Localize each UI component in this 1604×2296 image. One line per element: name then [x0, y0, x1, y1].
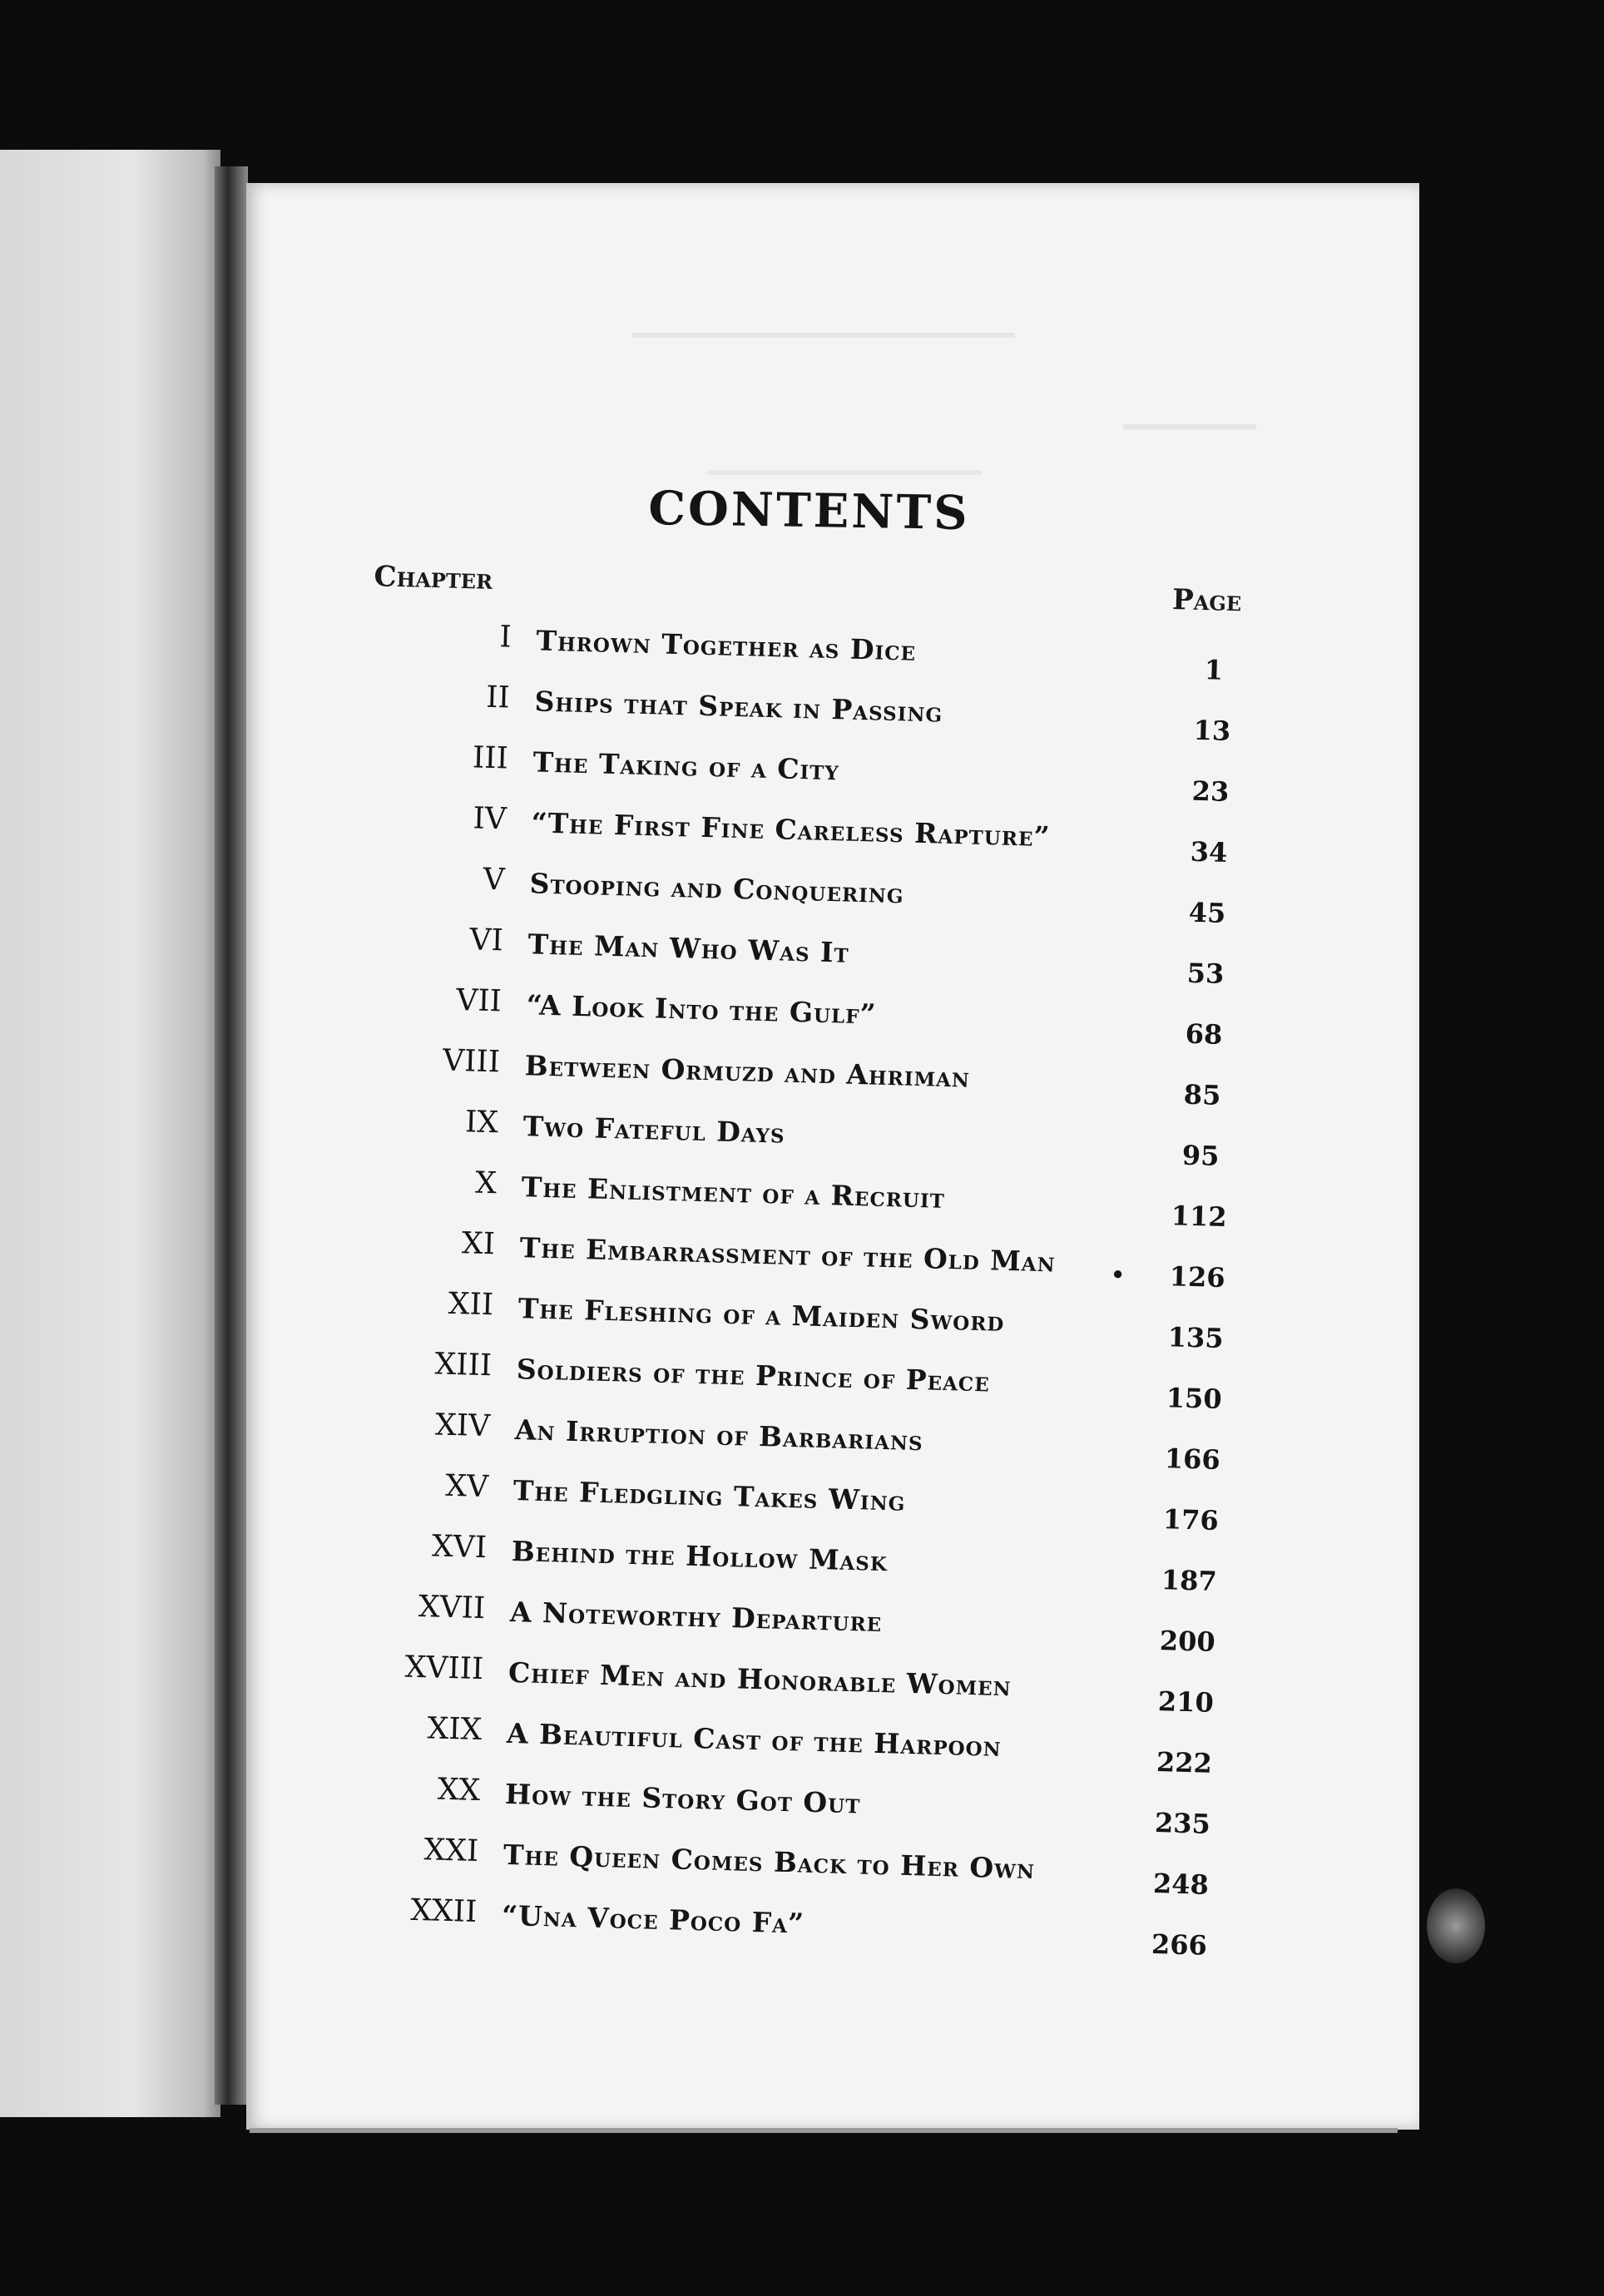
light-glare [1427, 1888, 1485, 1963]
chapter-column-heading: Chapter [374, 560, 493, 596]
page-number: 68 [1185, 1017, 1223, 1051]
chapter-numeral: I [498, 620, 512, 655]
chapter-numeral: V [483, 862, 506, 898]
chapter-numeral: XVI [431, 1529, 488, 1566]
page-number: 45 [1188, 896, 1226, 929]
page-number: 85 [1183, 1078, 1221, 1111]
chapter-numeral: III [472, 740, 509, 776]
page-number: 13 [1193, 714, 1231, 747]
chapter-numeral: X [474, 1165, 498, 1201]
page-number: 235 [1154, 1807, 1211, 1840]
chapter-title: The Fledgling Takes Wing [512, 1474, 906, 1517]
chapter-title: The Queen Comes Back to Her Own [502, 1838, 1036, 1886]
chapter-numeral: XI [461, 1226, 496, 1262]
page-number: 53 [1186, 957, 1225, 990]
chapter-title: The Enlistment of a Recruit [521, 1170, 946, 1215]
chapter-numeral: XIII [434, 1347, 493, 1383]
chapter-title: “The First Fine Careless Rapture” [531, 806, 1052, 854]
chapter-title: The Embarrassment of the Old Man [519, 1231, 1057, 1279]
chapter-title: The Taking of a City [532, 745, 840, 787]
chapter-title: A Noteworthy Departure [509, 1595, 883, 1639]
chapter-numeral: VIII [442, 1043, 501, 1080]
chapter-title: Soldiers of the Prince of Peace [516, 1353, 991, 1398]
chapter-numeral: XVII [418, 1589, 486, 1626]
page-number: 210 [1157, 1685, 1215, 1719]
page-number: 150 [1166, 1382, 1223, 1416]
page-number: 166 [1164, 1442, 1221, 1476]
page-number: 126 [1169, 1260, 1226, 1294]
page-number: 176 [1162, 1503, 1220, 1536]
chapter-numeral: XXI [423, 1833, 479, 1869]
chapter-numeral: VI [469, 923, 504, 958]
page-number: 135 [1167, 1321, 1225, 1355]
chapter-title: The Man Who Was It [527, 928, 850, 969]
chapter-title: An Irruption of Barbarians [514, 1413, 924, 1457]
chapter-title: Ships that Speak in Passing [534, 685, 943, 729]
chapter-title: Chief Men and Honorable Women [507, 1655, 1012, 1703]
chapter-title: The Fleshing of a Maiden Sword [517, 1292, 1005, 1338]
page-number: 200 [1159, 1625, 1216, 1658]
page-number: 222 [1156, 1746, 1213, 1779]
chapter-numeral: XXII [409, 1893, 478, 1930]
chapter-title: “A Look Into the Gulf” [526, 988, 878, 1031]
page-title: CONTENTS [647, 481, 971, 542]
chapter-title: A Beautiful Cast of the Harpoon [506, 1716, 1002, 1763]
page-number: 112 [1171, 1200, 1228, 1234]
chapter-title: Two Fateful Days [522, 1110, 786, 1150]
page-number: 95 [1181, 1139, 1220, 1172]
chapter-numeral: XVIII [404, 1650, 484, 1687]
chapter-title: Thrown Together as Dice [536, 624, 917, 667]
page-number: 266 [1151, 1927, 1208, 1962]
chapter-title: Stooping and Conquering [529, 867, 905, 910]
page-number: 248 [1152, 1867, 1210, 1901]
leader-dot: • [1109, 1259, 1126, 1291]
page-number: 1 [1204, 654, 1224, 686]
chapter-title: Behind the Hollow Mask [511, 1534, 889, 1578]
page-number: 34 [1190, 835, 1228, 868]
chapter-numeral: XV [444, 1468, 489, 1505]
chapter-numeral: II [485, 680, 511, 715]
page-column-heading: Page [1171, 583, 1242, 619]
chapter-numeral: XX [437, 1772, 481, 1809]
chapter-title: Between Ormuzd and Ahriman [524, 1049, 971, 1094]
chapter-numeral: XIX [427, 1711, 483, 1748]
toc-entry [314, 1891, 1246, 1966]
page-number: 23 [1191, 774, 1230, 808]
chapter-numeral: XIV [434, 1408, 491, 1444]
chapter-title: “Una Voce Poco Fa” [501, 1898, 805, 1940]
chapter-numeral: IX [464, 1105, 499, 1141]
chapter-title: How the Story Got Out [504, 1777, 861, 1820]
chapter-numeral: XII [448, 1286, 494, 1323]
chapter-numeral: VII [455, 982, 502, 1019]
page-number: 187 [1161, 1564, 1218, 1597]
chapter-numeral: IV [473, 801, 507, 837]
